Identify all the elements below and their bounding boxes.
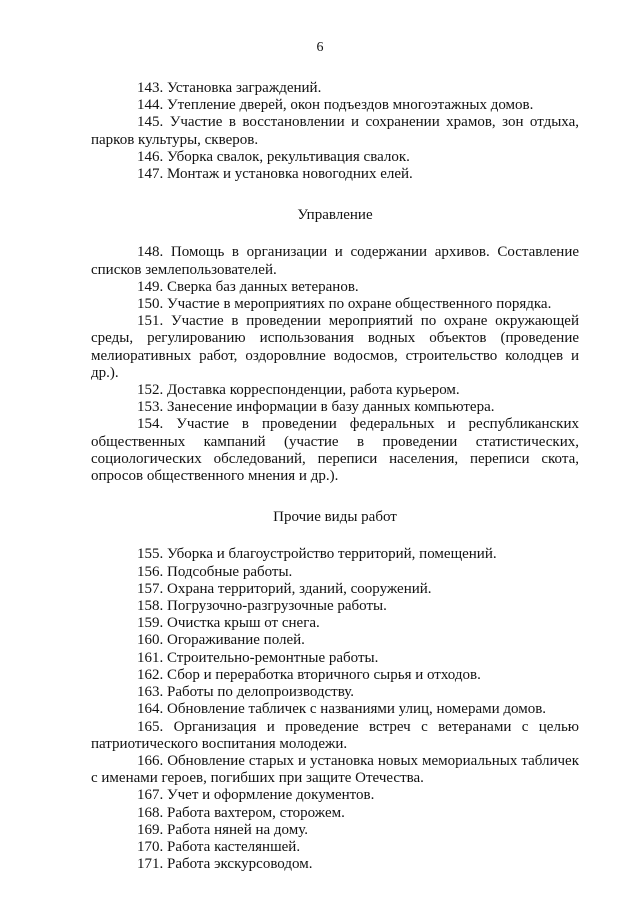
list-item: 163. Работы по делопроизводству.: [137, 684, 355, 701]
list-item: 171. Работа экскурсоводом.: [137, 856, 313, 873]
list-item: 146. Уборка свалок, рекультивация свалок.: [137, 148, 410, 165]
list-item: 152. Доставка корреспонденции, работа курьером.: [137, 382, 460, 399]
list-item: 158. Погрузочно-разгрузочные работы.: [137, 598, 387, 615]
list-item: 155. Уборка и благоустройство территорий, помещений.: [137, 546, 497, 563]
section-heading-other-works: Прочие виды работ: [273, 509, 397, 526]
list-item: 164. Обновление табличек с названиями улиц, номерами домов.: [137, 701, 547, 718]
list-item: 165. Организация и проведение встреч с ветеранами с целью патриотического воспитания молодежи.: [91, 718, 579, 752]
section-construction: [91, 80, 579, 183]
section-other-works: [91, 546, 579, 873]
list-item: 154. Участие в проведении федеральных и республиканских общественных кампаний (участие в проведении статистических, социологических обследований, переписи населения, переписи скота, опросов общественного мнения и др.).: [91, 416, 579, 485]
list-item: 145. Участие в восстановлении и сохранении храмов, зон отдыха, парков культуры, скверов.: [91, 114, 579, 148]
list-item: 162. Сбор и переработка вторичного сырья и отходов.: [137, 666, 481, 683]
list-item: 149. Сверка баз данных ветеранов.: [137, 278, 359, 295]
list-item: 168. Работа вахтером, сторожем.: [137, 804, 345, 821]
list-item: 157. Охрана территорий, зданий, сооружений.: [137, 580, 432, 597]
list-item: 151. Участие в проведении мероприятий по охране окружающей среды, регулированию использования водных объектов (проведение мелиоративных работ, оздоровлние водосмов, строительство колодцев и др.).: [91, 313, 579, 381]
list-item: 150. Участие в мероприятиях по охране общественного порядка.: [137, 296, 552, 313]
section-management: [91, 244, 579, 485]
list-item: 166. Обновление старых и установка новых мемориальных табличек с именами героев, погибших при защите Отечества.: [91, 752, 579, 787]
list-item: 156. Подсобные работы.: [137, 563, 293, 580]
list-item: 160. Огораживание полей.: [137, 632, 305, 649]
list-item: 148. Помощь в организации и содержании архивов. Составление списков землепользователей.: [91, 244, 579, 278]
list-item: 144. Утепление дверей, окон подъездов многоэтажных домов.: [137, 97, 534, 114]
list-item: 159. Очистка крыш от снега.: [137, 615, 320, 632]
page-number: 6: [316, 40, 324, 55]
list-item: 161. Строительно-ремонтные работы.: [137, 649, 379, 666]
list-item: 170. Работа кастеляншей.: [137, 838, 301, 855]
section-heading-management: Управление: [297, 207, 373, 224]
list-item: 143. Установка заграждений.: [137, 80, 322, 96]
list-item: 147. Монтаж и установка новогодних елей.: [137, 166, 413, 183]
document-body: [91, 80, 579, 873]
list-item: 153. Занесение информации в базу данных компьютера.: [137, 399, 495, 416]
list-item: 169. Работа няней на дому.: [137, 821, 308, 838]
list-item: 167. Учет и оформление документов.: [137, 787, 375, 804]
